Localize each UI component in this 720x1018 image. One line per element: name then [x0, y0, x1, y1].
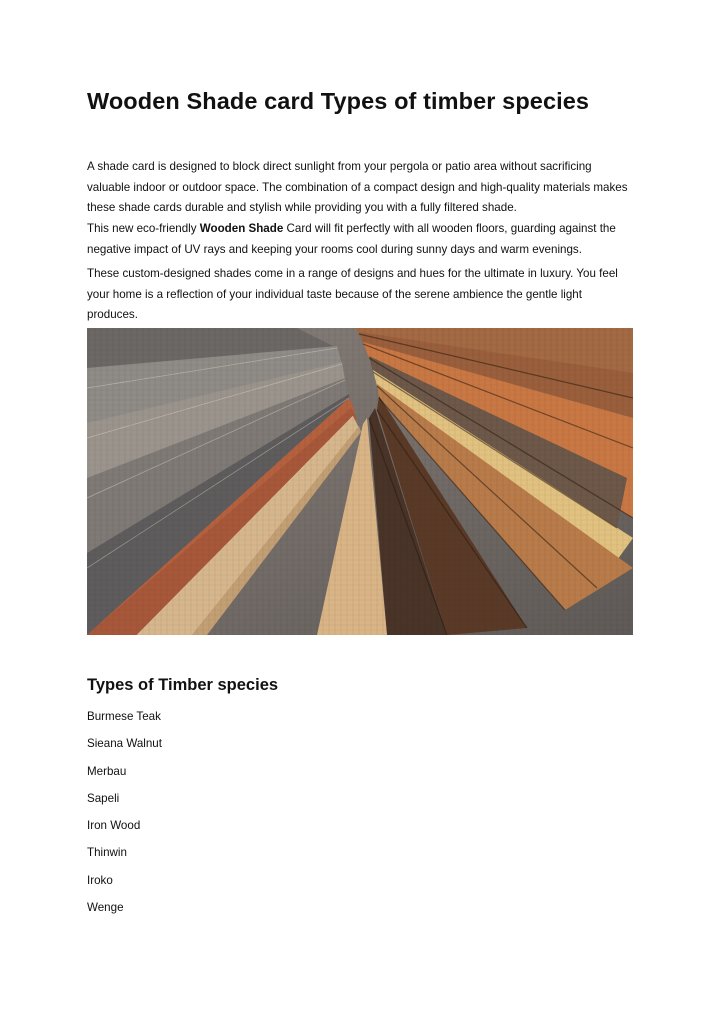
- list-item: Sapeli: [87, 791, 120, 805]
- list-item: Wenge: [87, 901, 124, 915]
- page-title: Wooden Shade card Types of timber species: [87, 88, 590, 114]
- wood-grain-overlay-horizontal: [87, 328, 633, 635]
- bold-product-name: Wooden Shade: [199, 222, 284, 235]
- intro-paragraph: A shade card is designed to block direct sunlight from your pergola or patio area without sacrificing valuable indoor or outdoor space. The combination of a compact design and high-quality materials makes these shade cards durable and stylish while providing you with a fully filtered shade.: [87, 160, 628, 214]
- list-item: Iroko: [87, 873, 113, 887]
- custom-designs-paragraph: These custom-designed shades come in a range of designs and hues for the ultimate in luxury. You feel your home is a reflection of your individual taste because of the serene ambience the gentle light produces.: [87, 267, 618, 321]
- list-item: Iron Wood: [87, 819, 141, 833]
- section-heading-timber-species: Types of Timber species: [87, 676, 279, 694]
- paragraph-text: Card will fit perfectly with all wooden floors, guarding against the negative impact of UV rays and keeping your rooms cool during sunny days and warm evenings.: [87, 222, 616, 256]
- list-item: Thinwin: [87, 846, 127, 860]
- eco-friendly-paragraph: [87, 219, 633, 260]
- list-item: Burmese Teak: [87, 710, 161, 723]
- timber-species-list: [87, 707, 162, 925]
- list-item: Sieana Walnut: [87, 737, 162, 751]
- paragraph-text: This new eco-friendly: [87, 222, 200, 235]
- wood-veneer-samples-image: [87, 328, 633, 635]
- list-item: Merbau: [87, 764, 127, 778]
